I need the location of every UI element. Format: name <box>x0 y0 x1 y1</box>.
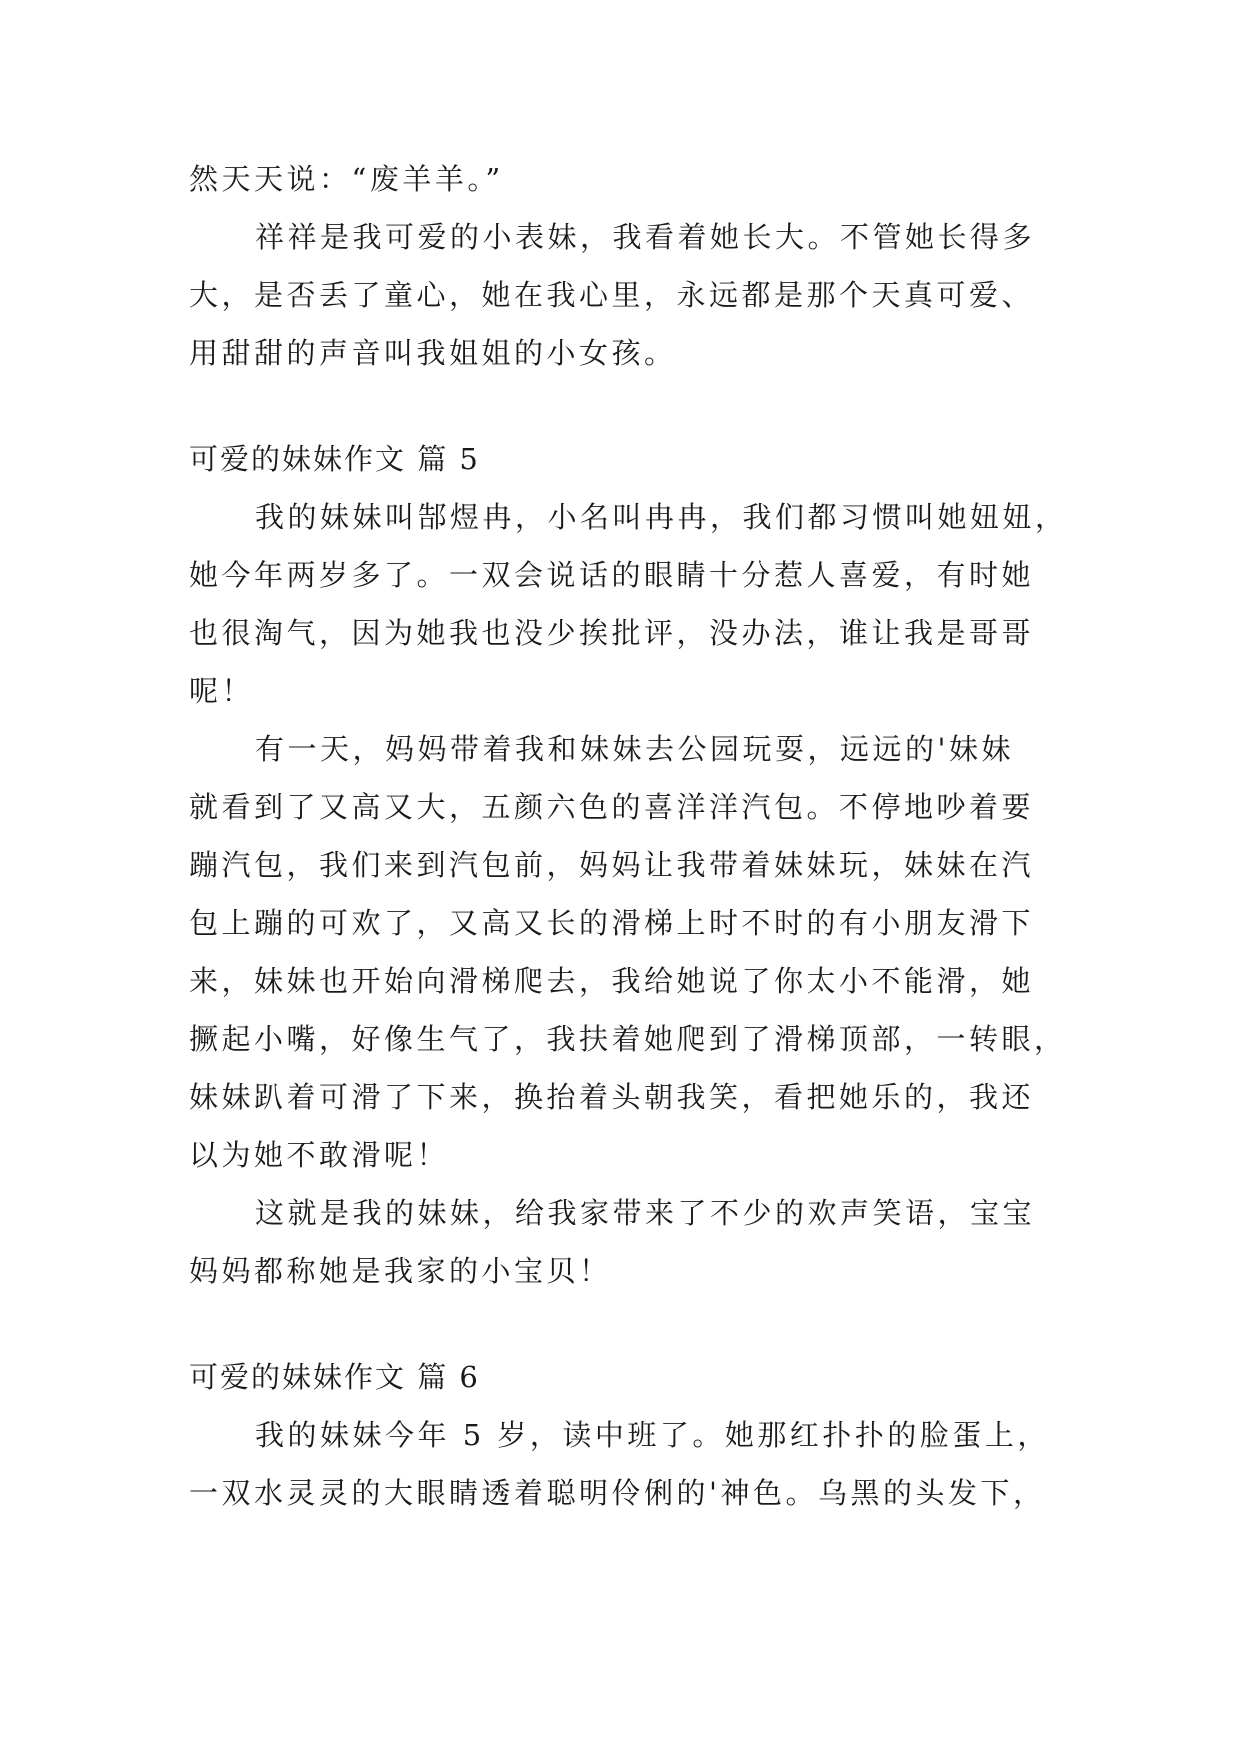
text-line: 包上蹦的可欢了，又高又长的滑梯上时不时的有小朋友滑下 <box>189 906 1035 940</box>
text-line: 也很淘气，因为她我也没少挨批评，没办法，谁让我是哥哥 <box>189 616 1035 650</box>
text-line: 有一天，妈妈带着我和妹妹去公园玩耍，远远的'妹妹 <box>255 732 1014 766</box>
paragraph-continuation <box>189 150 1059 208</box>
text-line: 大，是否丢了童心，她在我心里，永远都是那个天真可爱、 <box>189 278 1035 312</box>
paragraph <box>189 1406 1059 1522</box>
text-line: 祥祥是我可爱的小表妹，我看着她长大。不管她长得多 <box>255 220 1036 254</box>
paragraph <box>189 1184 1059 1300</box>
paragraph <box>189 488 1068 720</box>
text-line: 撅起小嘴，好像生气了，我扶着她爬到了滑梯顶部，一转眼， <box>189 1022 1067 1056</box>
text-line: 就看到了又高又大，五颜六色的喜洋洋汽包。不停地吵着要 <box>189 790 1035 824</box>
document-body <box>189 150 1068 1522</box>
text-line: 一双水灵灵的大眼睛透着聪明伶俐的'神色。乌黑的头发下， <box>189 1476 1046 1510</box>
paragraph <box>189 720 1067 1184</box>
text-line: 妈妈都称她是我家的小宝贝！ <box>189 1254 612 1288</box>
text-line: 我的妹妹今年 5 岁，读中班了。她那红扑扑的脸蛋上， <box>255 1418 1050 1452</box>
text-line: 我的妹妹叫郜煜冉，小名叫冉冉，我们都习惯叫她妞妞， <box>255 500 1068 534</box>
text-line: 呢！ <box>189 674 255 708</box>
section-heading: 可爱的妹妹作文 篇 5 <box>189 442 480 476</box>
text-line: 来，妹妹也开始向滑梯爬去，我给她说了你太小不能滑，她 <box>189 964 1035 998</box>
text-line: 用甜甜的声音叫我姐姐的小女孩。 <box>189 336 677 370</box>
text-line: 妹妹趴着可滑了下来，换抬着头朝我笑，看把她乐的，我还 <box>189 1080 1035 1114</box>
section-gap <box>189 1300 1059 1348</box>
text-line: 蹦汽包，我们来到汽包前，妈妈让我带着妹妹玩，妹妹在汽 <box>189 848 1035 882</box>
text-line: 然天天说：“废羊羊。” <box>189 162 504 196</box>
text-line: 她今年两岁多了。一双会说话的眼睛十分惹人喜爱，有时她 <box>189 558 1035 592</box>
paragraph <box>189 208 1059 382</box>
section-heading: 可爱的妹妹作文 篇 6 <box>189 1360 480 1394</box>
text-line: 以为她不敢滑呢！ <box>189 1138 450 1172</box>
section-gap <box>189 382 1059 430</box>
text-line: 这就是我的妹妹，给我家带来了不少的欢声笑语，宝宝 <box>255 1196 1036 1230</box>
